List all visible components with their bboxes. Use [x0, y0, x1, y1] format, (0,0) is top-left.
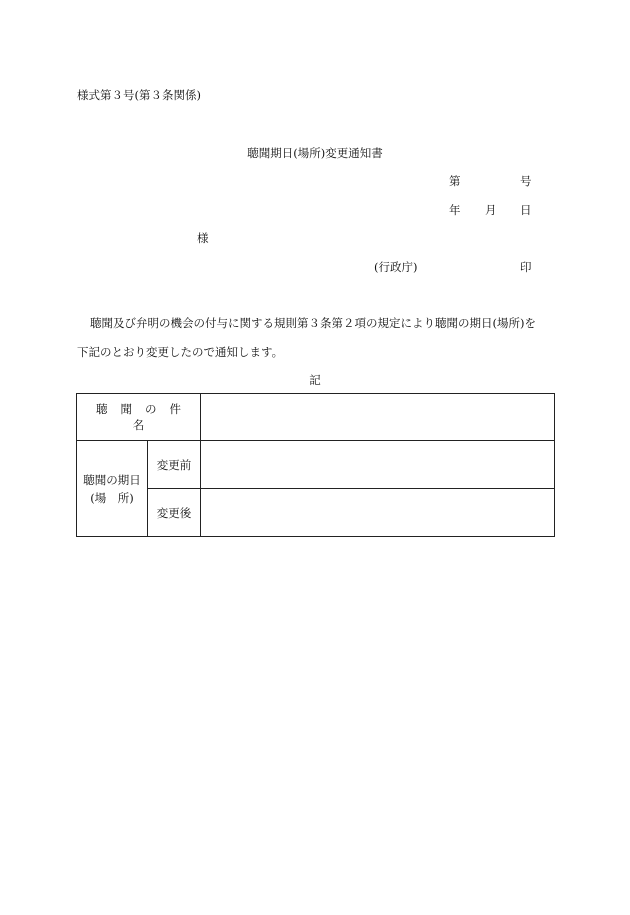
date-month-label: 月 — [485, 203, 497, 217]
ki-heading: 記 — [309, 373, 321, 387]
hearing-date-label-line-2: (場 所) — [90, 490, 134, 505]
case-name-value — [201, 394, 555, 441]
seal-label: 印 — [520, 260, 532, 274]
hearing-date-label-line-1: 聴聞の期日 — [83, 472, 141, 487]
details-table — [76, 393, 555, 537]
body-text-line-2: 下記のとおり変更したので通知します。 — [77, 345, 284, 359]
table-row-before — [77, 441, 555, 489]
document-number-suffix: 号 — [520, 174, 532, 188]
case-name-label: 聴聞の件名 — [77, 394, 201, 441]
table-row-case-name — [77, 394, 555, 441]
before-change-label: 変更前 — [148, 441, 201, 489]
table-row-after — [77, 489, 555, 537]
form-number: 様式第３号(第３条関係) — [77, 88, 201, 102]
document-title: 聴聞期日(場所)変更通知書 — [247, 146, 383, 160]
hearing-date-label — [77, 441, 148, 537]
after-change-value — [201, 489, 555, 537]
before-change-value — [201, 441, 555, 489]
body-text-line-1: 聴聞及び弁明の機会の付与に関する規則第３条第２項の規定により聴聞の期日(場所)を — [90, 316, 536, 330]
date-year-label: 年 — [449, 203, 461, 217]
document-number-prefix: 第 — [449, 174, 461, 188]
addressee-suffix: 様 — [197, 231, 209, 245]
after-change-label: 変更後 — [148, 489, 201, 537]
agency-label: (行政庁) — [374, 260, 418, 274]
date-day-label: 日 — [520, 203, 532, 217]
